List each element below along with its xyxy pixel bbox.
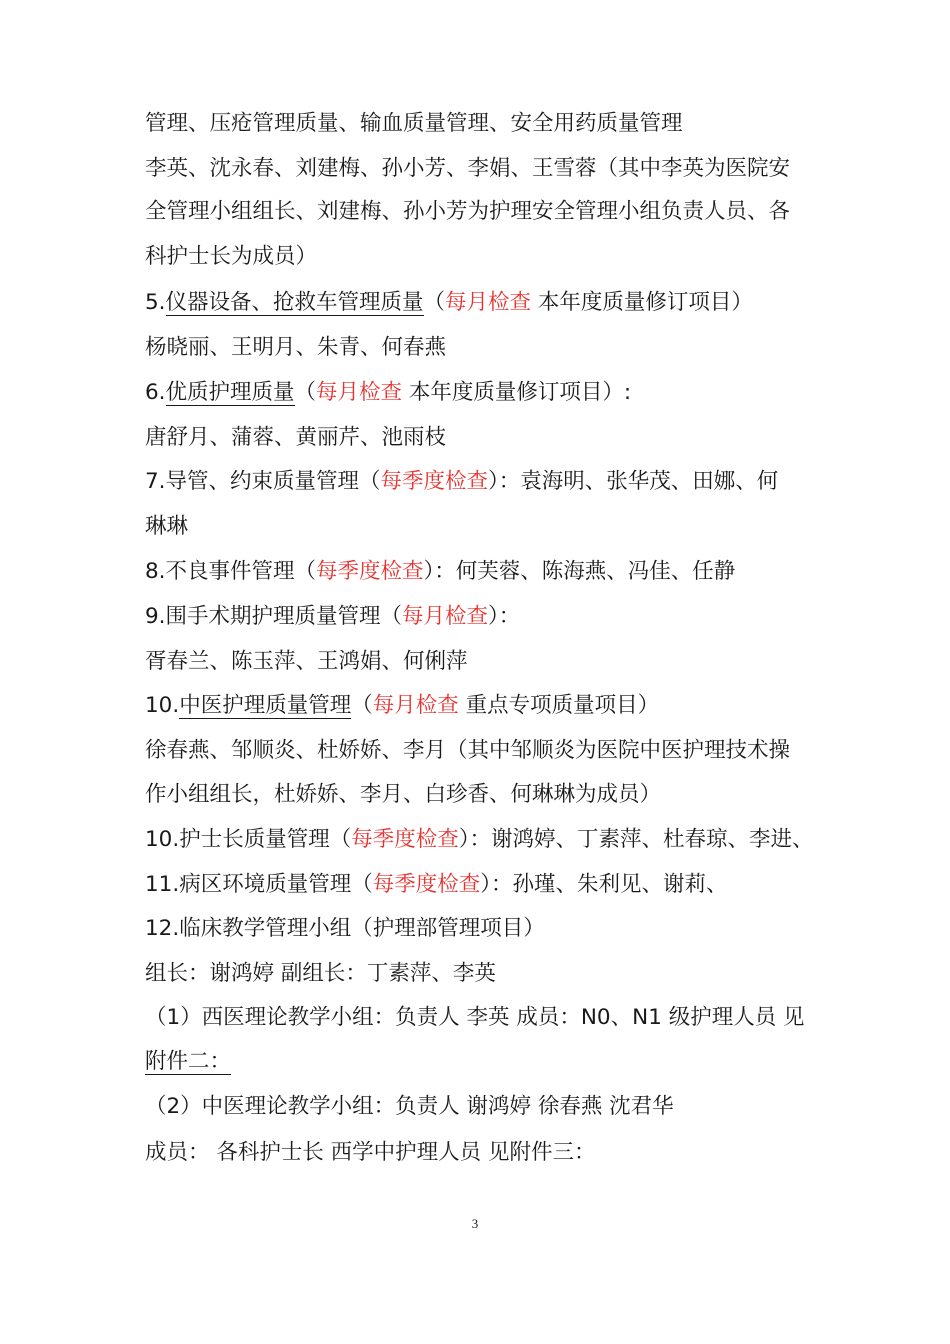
- highlight-text: 每季度检查: [316, 559, 424, 584]
- text-run: 12.临床教学管理小组（护理部管理项目）: [145, 916, 545, 941]
- highlight-text: 每月检查: [445, 290, 532, 315]
- text-line: [145, 825, 830, 855]
- underlined-text: 优质护理质量: [165, 380, 295, 405]
- text-run: （: [351, 693, 373, 718]
- text-run: 胥春兰、陈玉萍、王鸿娟、何俐萍: [145, 649, 468, 674]
- text-run: ）：谢鸿婷、丁素萍、杜春琼、李进、: [458, 827, 814, 852]
- text-line: [145, 870, 830, 900]
- text-line: [145, 467, 830, 497]
- text-run: 全管理小组组长、刘建梅、孙小芳为护理安全管理小组负责人员、各: [145, 199, 791, 224]
- text-run: （2）中医理论教学小组：负责人 谢鸿婷 徐春燕 沈君华: [145, 1094, 674, 1119]
- text-line: [145, 1047, 830, 1077]
- text-line: [145, 423, 830, 453]
- text-line: [145, 959, 830, 989]
- text-run: 重点专项质量项目）: [458, 693, 660, 718]
- highlight-text: 每月检查: [402, 604, 489, 629]
- text-run: ）：孙瑾、朱利见、谢莉、: [480, 872, 728, 897]
- text-run: 组长：谢鸿婷 副组长：丁素萍、李英: [145, 961, 496, 986]
- text-line: [145, 242, 830, 272]
- text-run: 成员： 各科护士长 西学中护理人员 见附件三：: [145, 1140, 596, 1165]
- highlight-text: 每季度检查: [380, 469, 489, 494]
- text-run: 杨晓丽、王明月、朱青、何春燕: [145, 335, 447, 360]
- text-run: 管理、压疮管理质量、输血质量管理、安全用药质量管理: [145, 111, 683, 136]
- page-number: 3: [471, 1216, 479, 1231]
- text-run: ）：袁海明、张华茂、田娜、何: [488, 469, 779, 494]
- underlined-text: 附件二：: [145, 1049, 232, 1074]
- text-run: 5.: [145, 290, 166, 315]
- text-line: [145, 647, 830, 677]
- text-run: 7.导管、约束质量管理（: [145, 469, 381, 494]
- text-line: [145, 602, 830, 632]
- underlined-text: 仪器设备、抢救车管理质量: [165, 290, 424, 315]
- text-run: 10.: [145, 693, 180, 718]
- text-run: 科护士长为成员）: [145, 244, 318, 269]
- text-run: 作小组组长，杜娇娇、李月、白珍香、何琳琳为成员）: [145, 782, 662, 807]
- text-line: [145, 1003, 830, 1033]
- text-run: 8.不良事件管理（: [145, 559, 317, 584]
- text-run: 6.: [145, 380, 166, 405]
- text-line: [145, 780, 830, 810]
- text-run: ）：何芙蓉、陈海燕、冯佳、任静: [423, 559, 736, 584]
- text-run: ）：: [488, 604, 521, 629]
- text-line: [145, 288, 830, 318]
- text-line: [145, 512, 830, 542]
- text-run: 李英、沈永春、刘建梅、孙小芳、李娟、王雪蓉（其中李英为医院安: [145, 156, 791, 181]
- text-run: 11.病区环境质量管理（: [145, 872, 373, 897]
- text-run: 唐舒月、蒲蓉、黄丽芹、池雨枝: [145, 425, 447, 450]
- text-line: [145, 557, 830, 587]
- highlight-text: 每季度检查: [372, 872, 481, 897]
- text-line: [145, 197, 830, 227]
- text-line: [145, 1138, 830, 1168]
- text-run: 本年度质量修订项目）: [531, 290, 753, 315]
- text-run: 本年度质量修订项目）:: [402, 380, 632, 405]
- text-line: [145, 1092, 830, 1122]
- text-run: 9.围手术期护理质量管理（: [145, 604, 403, 629]
- text-run: （: [294, 380, 317, 405]
- text-run: 10.护士长质量管理（: [145, 827, 352, 852]
- highlight-text: 每季度检查: [351, 827, 459, 852]
- text-run: 徐春燕、邹顺炎、杜娇娇、李月（其中邹顺炎为医院中医护理技术操: [145, 738, 791, 763]
- text-line: [145, 109, 830, 139]
- text-line: [145, 333, 830, 363]
- text-line: [145, 736, 830, 766]
- highlight-text: 每月检查: [316, 380, 403, 405]
- text-run: （: [423, 290, 446, 315]
- text-run: 琳琳: [145, 514, 189, 539]
- text-run: （1）西医理论教学小组：负责人 李英 成员：N0、N1 级护理人员 见: [145, 1005, 805, 1030]
- text-line: [145, 691, 830, 721]
- text-line: [145, 154, 830, 184]
- text-line: [145, 378, 830, 408]
- highlight-text: 每月检查: [372, 693, 459, 718]
- text-line: [145, 914, 830, 944]
- underlined-text: 中医护理质量管理: [179, 693, 352, 718]
